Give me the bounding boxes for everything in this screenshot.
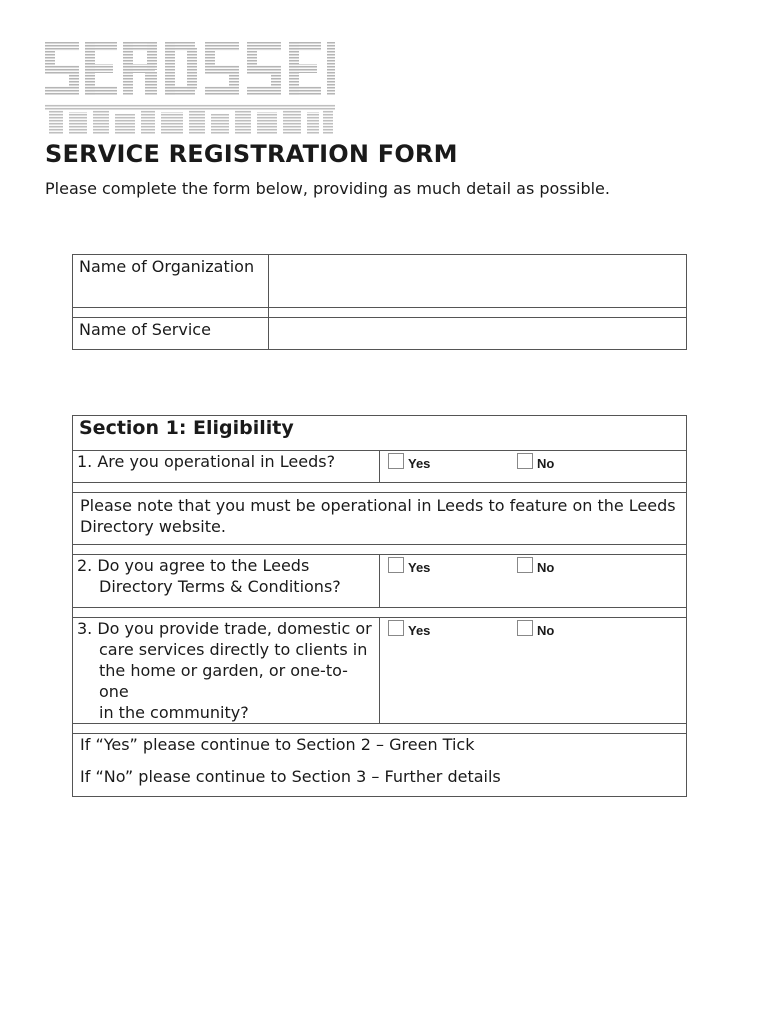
no-label: No xyxy=(537,560,555,575)
service-name-input[interactable] xyxy=(269,318,687,350)
question-3-line-3: the home or garden, or one-to-one xyxy=(99,661,348,701)
operational-note: Please note that you must be operational in Leeds to feature on the Leeds Directory website. xyxy=(73,493,687,545)
checkbox-icon[interactable] xyxy=(517,453,533,469)
q3-no-option[interactable] xyxy=(517,620,554,641)
spacer-cell xyxy=(73,483,687,493)
page-title: SERVICE REGISTRATION FORM xyxy=(45,140,458,168)
checkbox-icon[interactable] xyxy=(388,453,404,469)
checkbox-icon[interactable] xyxy=(517,620,533,636)
q2-yes-option[interactable] xyxy=(388,557,430,578)
question-1-options xyxy=(380,451,687,483)
question-1: 1. Are you operational in Leeds? xyxy=(73,451,380,483)
question-3-line-4: in the community? xyxy=(99,703,249,722)
q2-no-option[interactable] xyxy=(517,557,554,578)
checkbox-icon[interactable] xyxy=(388,557,404,573)
if-yes-instruction: If “Yes” please continue to Section 2 – Green Tick xyxy=(80,735,475,754)
no-label: No xyxy=(537,456,555,471)
organization-table xyxy=(72,254,687,350)
org-name-label: Name of Organization xyxy=(73,255,269,308)
spacer-cell xyxy=(73,608,687,618)
checkbox-icon[interactable] xyxy=(517,557,533,573)
q1-yes-option[interactable] xyxy=(388,453,430,474)
question-2 xyxy=(73,555,380,608)
question-2-line-1: 2. Do you agree to the Leeds xyxy=(77,556,310,575)
service-name-label: Name of Service xyxy=(73,318,269,350)
question-3-options xyxy=(380,618,687,724)
question-3-line-2: care services directly to clients in xyxy=(99,640,368,659)
leeds-directory-logo xyxy=(45,42,335,137)
spacer-cell xyxy=(73,308,269,318)
q3-yes-option[interactable] xyxy=(388,620,430,641)
yes-label: Yes xyxy=(408,560,431,575)
q1-no-option[interactable] xyxy=(517,453,554,474)
no-label: No xyxy=(537,623,555,638)
section-1-heading: Section 1: Eligibility xyxy=(73,416,687,451)
yes-label: Yes xyxy=(408,623,431,638)
spacer-cell xyxy=(73,545,687,555)
if-no-instruction: If “No” please continue to Section 3 – Further details xyxy=(80,767,501,786)
intro-text: Please complete the form below, providing as much detail as possible. xyxy=(45,179,610,198)
spacer-cell xyxy=(73,724,687,734)
yes-label: Yes xyxy=(408,456,431,471)
question-2-options xyxy=(380,555,687,608)
checkbox-icon[interactable] xyxy=(388,620,404,636)
question-3 xyxy=(73,618,380,724)
continuation-instructions xyxy=(73,734,687,797)
spacer-cell xyxy=(269,308,687,318)
question-3-line-1: 3. Do you provide trade, domestic or xyxy=(77,619,372,638)
eligibility-table xyxy=(72,415,687,797)
question-2-line-2: Directory Terms & Conditions? xyxy=(99,577,341,596)
org-name-input[interactable] xyxy=(269,255,687,308)
